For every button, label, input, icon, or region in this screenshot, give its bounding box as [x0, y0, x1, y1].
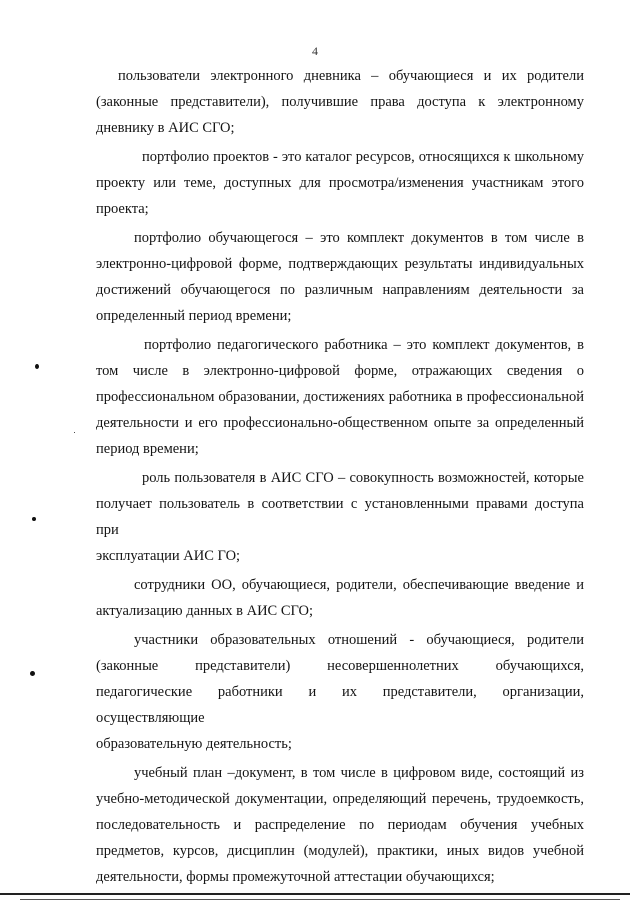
text-line: пользователи электронного дневника – обучающиеся и их родители [118, 68, 584, 84]
paragraph-user-role [96, 465, 584, 569]
text-line: определенный период времени; [96, 308, 292, 324]
text-line: актуализацию данных в АИС СГО; [96, 603, 314, 619]
scan-speck [30, 671, 35, 676]
text-line: деятельности и его профессионально-общественном опыте за определенный [96, 415, 584, 431]
page-number: 4 [312, 44, 318, 58]
paragraph-project-portfolio [96, 144, 584, 222]
scan-speck [35, 364, 39, 369]
text-line: портфолио обучающегося – это комплект документов в том числе в [134, 230, 584, 246]
text-line: последовательность и распределение по периодам обучения учебных [96, 817, 584, 833]
text-line: участники образовательных отношений - обучающиеся, родители [134, 632, 584, 648]
scan-edge-line [20, 899, 620, 900]
text-line: проекта; [96, 201, 149, 217]
text-line: деятельности, формы промежуточной аттестации обучающихся; [96, 869, 495, 885]
scan-speck [74, 432, 75, 433]
text-line: образовательную деятельность; [96, 736, 292, 752]
paragraph-electronic-diary-users [96, 63, 584, 141]
text-line: том числе в электронно-цифровой форме, отражающих сведения о [96, 363, 584, 379]
text-line: проекту или теме, доступных для просмотра/изменения участникам этого [96, 175, 584, 191]
text-line: электронно-цифровой форме, подтверждающих результаты индивидуальных [96, 256, 584, 272]
text-line: (законные представители) несовершеннолетних обучающихся, [96, 658, 584, 674]
text-line: учебный план –документ, в том числе в цифровом виде, состоящий из [134, 765, 584, 781]
document-body [96, 63, 584, 893]
text-line: достижений обучающегося по различным направлениям деятельности за [96, 282, 584, 298]
text-line: сотрудники ОО, обучающиеся, родители, обеспечивающие введение и [134, 577, 584, 593]
text-line: предметов, курсов, дисциплин (модулей), практики, иных видов учебной [96, 843, 584, 859]
paragraph-participants [96, 627, 584, 757]
text-line: дневнику в АИС СГО; [96, 120, 235, 136]
paragraph-student-portfolio [96, 225, 584, 329]
scan-edge-line [0, 893, 630, 895]
text-line: портфолио педагогического работника – это комплект документов, в [144, 337, 584, 353]
text-line: педагогические работники и их представители, организации, осуществляющие [96, 684, 584, 726]
text-line: эксплуатации АИС ГО; [96, 548, 241, 564]
text-line: портфолио проектов - это каталог ресурсов, относящихся к школьному [142, 149, 584, 165]
text-line: (законные представители), получившие права доступа к электронному [96, 94, 584, 110]
paragraph-teacher-portfolio [96, 332, 584, 462]
text-line: учебно-методической документации, определяющий перечень, трудоемкость, [96, 791, 584, 807]
paragraph-curriculum [96, 760, 584, 890]
text-line: роль пользователя в АИС СГО – совокупность возможностей, которые [142, 470, 584, 486]
text-line: период времени; [96, 441, 199, 457]
scan-speck [32, 517, 36, 521]
paragraph-staff [96, 572, 584, 624]
text-line: профессиональном образовании, достижениях работника в профессиональной [96, 389, 584, 405]
text-line: получает пользователь в соответствии с установленными правами доступа при [96, 496, 584, 538]
